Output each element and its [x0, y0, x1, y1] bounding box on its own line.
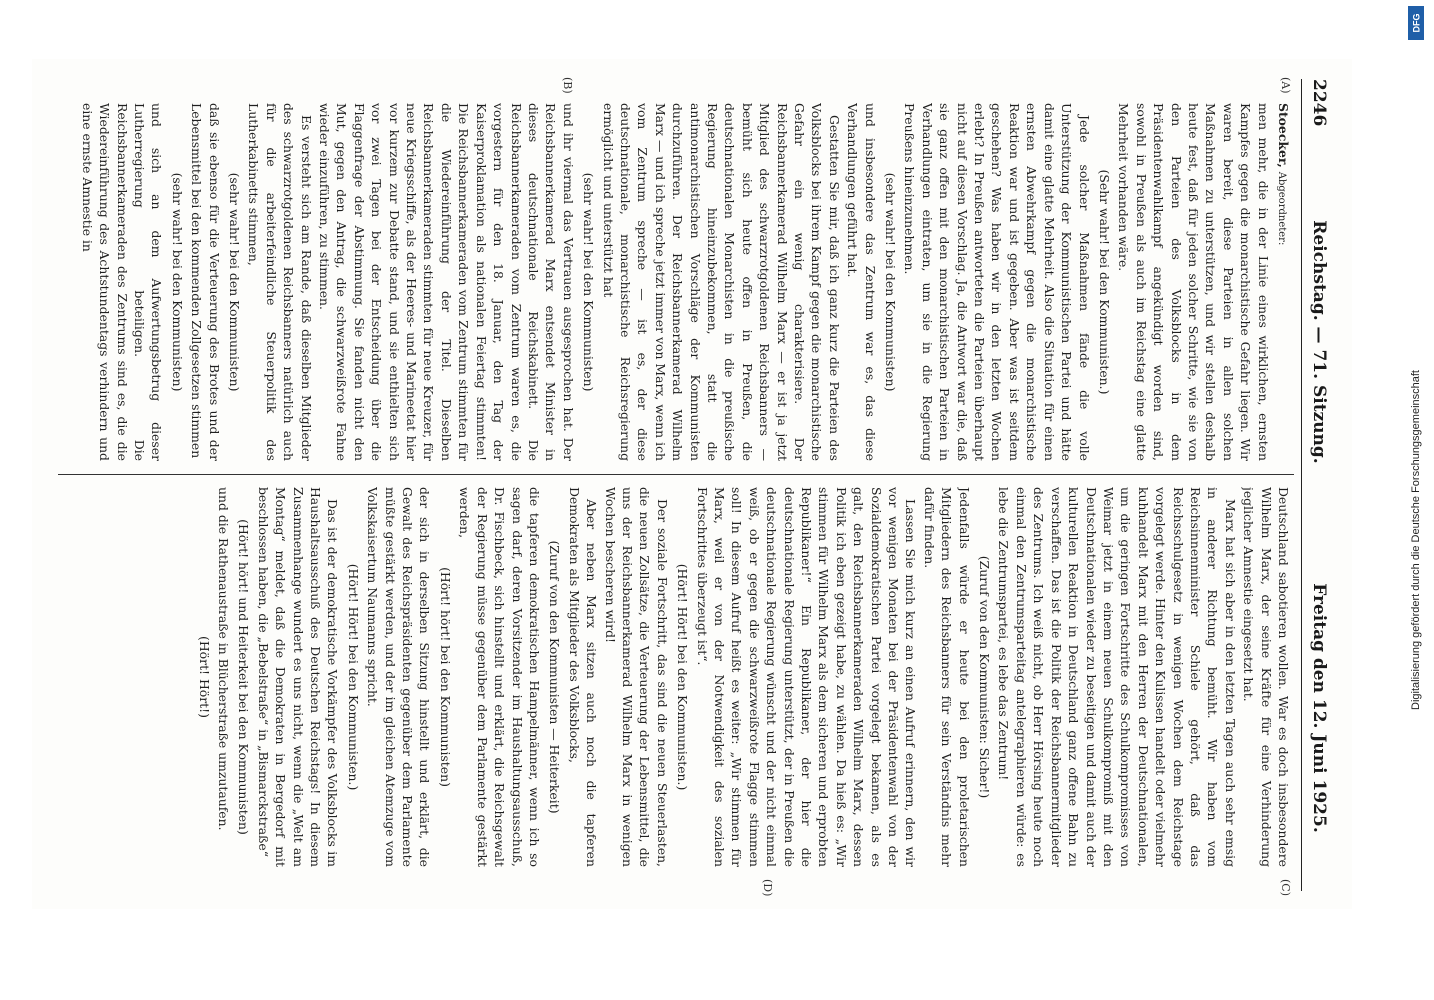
interjection: (Zuruf von den Kommunisten: Sicher!) [977, 555, 993, 799]
page-number: 2246 [1309, 79, 1329, 127]
interjection: (sehr wahr! bei den Kommunisten) [883, 172, 899, 392]
dfg-logo: DFG [1408, 6, 1424, 40]
interjection: (Hört! hört! und Heiterkeit bei den Kommunisten) [236, 519, 252, 835]
left-text-column [56, 103, 1292, 461]
paragraph: Jede solcher Maßnahmen fände die volle Unterstützung der Kommunistischen Partei und hätte damit eine glatte Mehrheit. Also die Situation für einen ernsten Abwehrkampf gegen die monarchistische Reaktion war und ist gegeben. Aber was ist seitdem geschehen? Was haben wir in den letzten Wochen erlebt? In Preußen antworteten die Parteien überhaupt nicht auf diesen Vorschlag. Ja, die Antwort war die, daß sie ganz offen mit den monarchistischen Parteien in Verhandlungen eintraten, um sie in die Regierung Preußens hineinzunehmen. [902, 103, 1092, 461]
margin-mark-c: (C) [1279, 879, 1292, 896]
interjection: (sehr wahr! bei den Kommunisten) [581, 172, 597, 392]
speaker-name: Stoecker, [1276, 103, 1291, 168]
digitization-credit-text: Digitalisierung gefördert durch die Deutsche Forschungsgemeinschaft [1410, 370, 1422, 710]
paragraph: Der soziale Fortschritt, das sind die neuen Steuerlasten, die neuen Zollsätze, die Verteuerung der Lebensmittel, die uns der Reichsbannerkamerad Wilhelm Marx in wenigen Wochen bescheren wird! [602, 487, 670, 867]
paragraph: Gestatten Sie mir, daß ich ganz kurz die Parteien des Volksblocks bei ihrem Kampf gegen die monarchistische Gefahr ein wenig charakterisiere. Der Reichsbannerkamerad Wilhelm Marx — er ist ja jetzt Mitglied des schwarzrotgoldenen Reichsbanners — bemüht sich heute offen in Preußen, die deutschnationalen Monarchisten in die preußische Regierung hineinzubekommen, statt die antimonarchistischen Vorschläge der Kommunisten durchzuführen. Der Reichsbannerkamerad Wilhelm Marx — und ich spreche jetzt immer von Marx, wenn ich vom Zentrum spreche — ist es, der diese deutschnationale, monarchistische Reichsregierung ermöglicht und unterstützt hat [600, 103, 842, 461]
margin-mark-b: (B) [561, 77, 574, 94]
header-rule [1301, 79, 1302, 891]
digitization-credit-strip [1398, 0, 1434, 1000]
interjection: (Zuruf von den Kommunisten — Heiterkeit) [547, 540, 563, 814]
paragraph: und insbesondere das Zentrum war es, das diese Verhandlungen geführt hat. [845, 103, 878, 461]
column-divider [58, 474, 1294, 475]
paragraph: Das ist der demokratische Vorkämpfer des Volksblocks im Haushaltsausschuß des Deutschen Reichstags! In diesem Zusammenhange wundert es uns nicht, wenn die „Welt am Montag“ meldet, daß die Demokraten in Bergedorf mit beschlossen haben, die „Bebelstraße“ in „Bismarckstraße“ [255, 487, 341, 867]
paragraph: Marx hat sich aber in den letzten Tagen auch sehr emsig in anderer Richtung bemüht. Wir haben vom Reichsinnenminister Schiele gehört, daß das Reichsschulgesetz in wenigen Wochen dem Reichstage vorgelegt werde. Hinter den Kulissen handelt oder vielmehr kuhhandelt Marx mit den Herren der Deutschnationalen, um die geringen Fortschritte des Schulkompromisses von Weimar jetzt in einem neuen Schulkompromiß mit den Deutschnationalen wieder zu beseitigen und damit auch der kulturellen Reaktion in Deutschland ganz offene Bahn zu verschaffen. Das ist die Politik der Reichsbannermitglieder des Zentrums. Ich weiß nicht, ob Herr Hörsing heute noch einmal den Zentrumsparteitag antelegraphieren würde: es lebe die Zentrumspartei, es lebe das Zentrum! [996, 487, 1238, 867]
right-running-title: Freitag den 12. Juni 1925. [1309, 583, 1329, 833]
interjection: (Hört! Hört! bei den Kommunisten.) [675, 563, 691, 791]
left-running-title: Reichstag. — 71. Sitzung. [1309, 220, 1329, 464]
paragraph: Es versteht sich am Rande, daß dieselben Mitglieder des schwarzrotgoldenen Reichsbanners natürlich auch für die arbeiterfeindliche Steuerpolitik des Lutherkabinetts stimmen, [246, 103, 314, 461]
margin-mark-d: (D) [761, 879, 774, 897]
paragraph: und die Rathenaustraße in Blücherstraße umzutaufen. [216, 487, 232, 831]
paragraph: Aber neben Marx sitzen auch noch die tapferen Demokraten als Mitglieder des Volksblocks, [566, 487, 600, 867]
speaker-role: Abgeordneter: [1276, 171, 1287, 246]
paragraph: und ihr viermal das Vertrauen ausgesprochen hat. Der Reichsbannerkamerad Marx entsendet Minister in dieses deutschnationale Reichskabinett. Die Reichsbannerkameraden vom Zentrum waren es, die vorgestern für den 18. Januar, den Tag der Kaiserproklamation als nationalen Feiertag stimmten! Die Reichsbannerkameraden vom Zentrum stimmten für die Wiedereinführung der Titel. Dieselben Reichsbannerkameraden stimmten für neue Kreuzer, für neue Kriegsschiffe, als der Heeres- und Marineetat hier vor kurzem zur Debatte stand, und sie enthielten sich vor zwei Tagen bei der Entscheidung über die Flaggenfrage der Abstimmung. Sie fanden nicht den Mut, gegen den Antrag, die schwarzweißrote Fahne wieder einzuführen, zu stimmen. [317, 103, 576, 461]
interjection: (Hört! Hört! bei den Kommunisten.) [345, 563, 361, 791]
paragraph: und sich an dem Aufwertungsbetrug dieser Lutherregierung beteiligen. Die Reichsbannerkameraden des Zentrums sind es, die die Wiedereinführung des Achtstundentags verhindern und eine ernste Amnestie in [79, 103, 165, 461]
interjection: (Hört! hört! bei den Kommunisten) [437, 567, 453, 787]
paragraph: Deutschland sabotieren wollen. War es doch insbesondere Wilhelm Marx, der seine Kräfte für eine Verhinderung jeglicher Amnestie eingesetzt hat. [1241, 487, 1291, 867]
interjection: (sehr wahr! bei den Kommunisten) [169, 172, 185, 392]
speaker-line [1273, 103, 1292, 461]
right-text-column [56, 487, 1292, 867]
interjection: (Hört! Hört!) [196, 636, 212, 718]
paragraph: daß sie ebenso für die Verteuerung des Brotes und der Lebensmittel bei den kommenden Zollgesetzen stimmen [189, 103, 222, 461]
paragraph: Jedenfalls würde er heute bei den proletarischen Mitgliedern des Reichsbanners für sein Verständnis mehr dafür finden. [921, 487, 972, 867]
margin-mark-a: (A) [1279, 77, 1292, 94]
paragraph: men mehr, die in der Linie eines wirklichen, ernsten Kampfes gegen die monarchistische Gefahr liegen. Wir waren bereit, diese Parteien in allen solchen Maßnahmen zu unterstützen, und wir stellen deshalb heute fest, daß für jeden solcher Schritte, wie sie von den Parteien des Volksblocks in dem Präsidentenwahlkampf angekündigt worden sind, sowohl in Preußen als auch im Reichstag eine glatte Mehrheit vorhanden wäre. [1116, 103, 1271, 461]
interjection: (sehr wahr! bei den Kommunisten) [227, 172, 243, 392]
running-header [1304, 79, 1334, 891]
paragraph: Lassen Sie mich kurz an einen Aufruf erinnern, den wir vor wenigen Monaten bei der Präsidentenwahl von der Sozialdemokratischen Partei vorgelegt bekamen, als es galt, den Reichsbannerkameraden Wilhelm Marx, dessen Politik ich eben gezeigt habe, zu wählen. Da hieß es: „Wir stimmen für Wilhelm Marx als dem sicheren und erprobten Republikaner!“ Ein Republikaner, der hier die deutschnationale Regierung unterstützt, der in Preußen die deutschnationale Regierung wünscht und der nicht einmal weiß, ob er gegen die schwarzweißrote Flagge stimmen soll! In diesem Aufruf heißt es weiter: „Wir stimmen für Marx, weil er von der Notwendigkeit des sozialen Fortschrittes überzeugt ist“. [694, 487, 919, 867]
rotated-page-sheet [32, 59, 1352, 909]
interjection: (Sehr wahr! bei den Kommunisten.) [1096, 169, 1112, 395]
paragraph: die tapferen demokratischen Hampelmänner, wenn ich so sagen darf, deren Vorsitzender im Haushaltungsausschuß, Dr. Fischbeck, sich hinstellt und erklärt, die Reichsgewalt der Regierung müsse gegenüber dem Parlamente gestärkt werden, [457, 487, 542, 867]
paragraph: der sich in derselben Sitzung hinstellt und erklärt, die Gewalt des Reichspräsidenten gegenüber dem Parlamente müßte gestärkt werden, und der im gleichen Atemzuge vom Volkskaisertum Naumanns spricht. [365, 487, 433, 867]
